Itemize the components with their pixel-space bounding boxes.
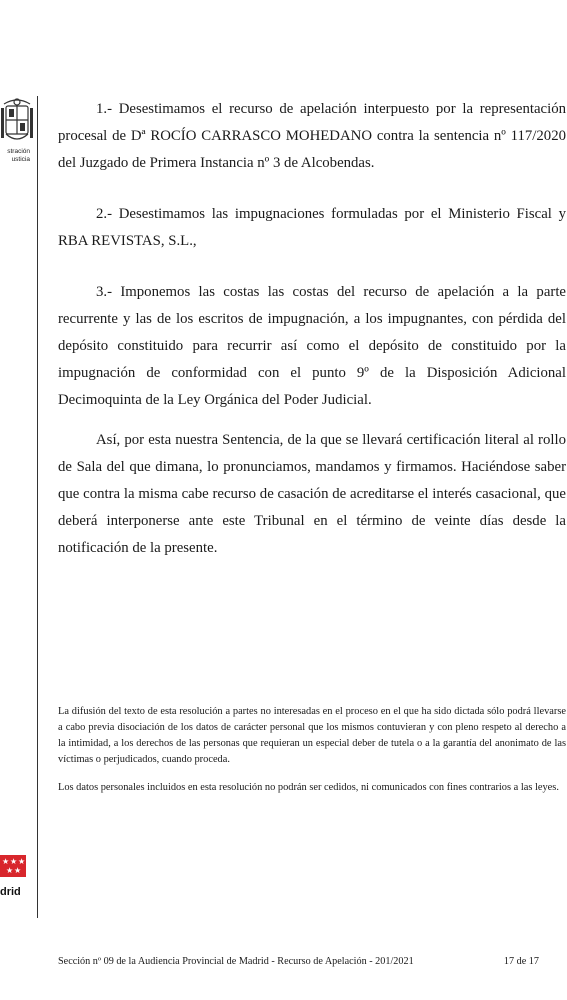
institution-line-1: stración — [7, 148, 30, 155]
ruling-paragraph-1 — [58, 96, 566, 177]
region-name: drid — [0, 886, 21, 898]
ruling-paragraph-3 — [58, 279, 566, 414]
ruling-paragraph-2 — [58, 201, 566, 255]
margin-rule — [37, 96, 38, 918]
ruling-text-2: 2.- Desestimamos las impugnaciones formuladas por el Ministerio Fiscal y RBA REVISTAS, S.L., — [58, 206, 566, 249]
institution-line-2: usticia — [11, 156, 30, 163]
madrid-flag-icon: ★ ★ ★ ★ ★ — [2, 857, 26, 875]
page-number: 17 de 17 — [503, 956, 539, 967]
closing-text: Así, por esta nuestra Sentencia, de la que se llevará certificación literal al rollo de Sala del que dimana, lo pronunciamos, mandamos y firmamos. Haciéndose saber que contra la misma cabe recurso de casación de acreditarse el interés casacional, que deberá interponerse ante este Tribunal en el término de veinte días desde la notificación de la presente. — [58, 432, 566, 556]
footer-reference: Sección nº 09 de la Audiencia Provincial de Madrid - Recurso de Apelación - 201/2021 — [58, 956, 414, 967]
ruling-text-3: 3.- Imponemos las costas las costas del recurso de apelación a la parte recurrente y las de los escritos de impugnación, a los impugnantes, con pérdida del depósito constituido para recurrir así como el depósito de constituido por la impugnación de conformidad con el punto 9º de la Disposición Adicional Decimoquinta de la Ley Orgánica del Poder Judicial. — [58, 284, 566, 408]
ruling-text-1: 1.- Desestimamos el recurso de apelación interpuesto por la representación procesal de Dª ROCÍO CARRASCO MOHEDANO contra la sentencia nº 117/2020 del Juzgado de Primera Instancia nº 3 de Alcobendas. — [58, 101, 566, 171]
coat-of-arms-icon — [0, 96, 34, 146]
data-protection-notice: Los datos personales incluidos en esta resolución no podrán ser cedidos, ni comunicados con fines contrarios a las leyes. — [58, 782, 559, 793]
closing-paragraph — [58, 427, 566, 562]
privacy-notice: La difusión del texto de esta resolución a partes no interesadas en el proceso en el que ha sido dictada sólo podrá llevarse a cabo previa disociación de los datos de carácter personal que los mismos contuvieran y con pleno respeto al derecho a la intimidad, a los derechos de las personas que requieran un especial deber de tutela o a la garantía del anonimato de las víctimas o perjudicados, cuando proceda. — [58, 706, 566, 765]
institution-label — [0, 148, 30, 164]
